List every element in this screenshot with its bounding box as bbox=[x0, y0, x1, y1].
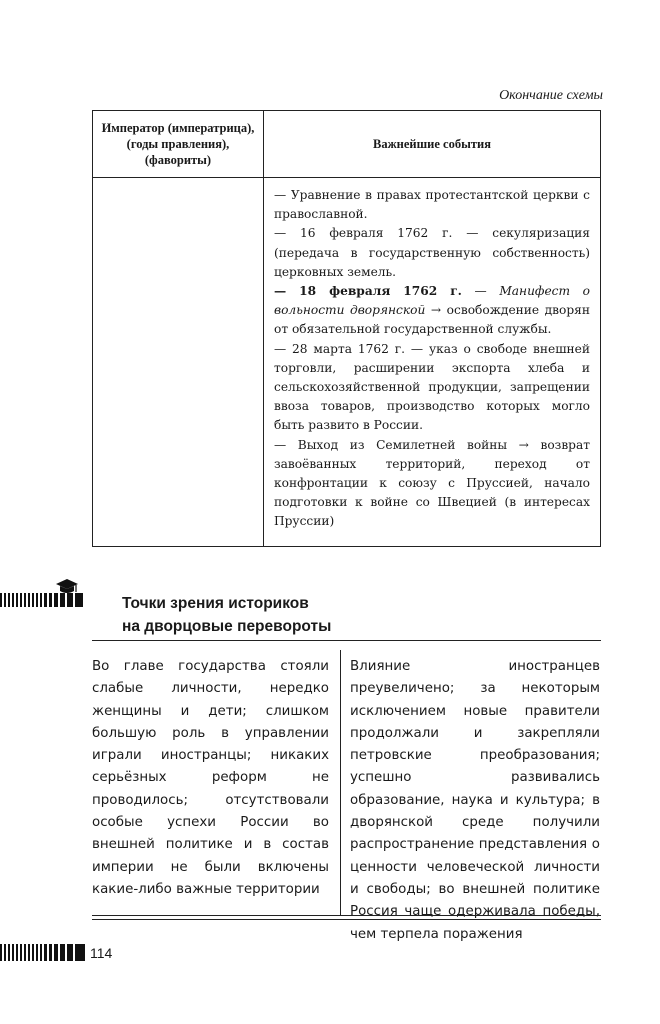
marker-bar bbox=[16, 944, 18, 961]
section-rule bbox=[92, 640, 601, 641]
marker-bar bbox=[32, 593, 34, 607]
marker-bar bbox=[4, 944, 6, 961]
scheme-caption: Окончание схемы bbox=[499, 88, 603, 103]
marker-bar bbox=[0, 944, 2, 961]
marker-bar bbox=[12, 593, 14, 607]
marker-bar bbox=[24, 944, 26, 961]
event-text: — 28 марта 1762 г. — указ о свободе внешней торговли, расширении экспорта хлеба и сельскохозяйственной продукции, запрещении ввоза товаров, производство которых могло быть развито в России. bbox=[274, 341, 590, 433]
marker-bar bbox=[36, 593, 38, 607]
event-text: — bbox=[461, 284, 500, 299]
historians-views-table bbox=[92, 650, 601, 942]
marker-bar bbox=[60, 944, 65, 961]
marker-bar bbox=[67, 944, 73, 961]
table-header-divider bbox=[93, 177, 600, 178]
marker-bar bbox=[8, 593, 10, 607]
event-title-italic: Манифест о вольности дворянской bbox=[274, 284, 591, 318]
marker-bar bbox=[8, 944, 10, 961]
event-item bbox=[274, 186, 590, 224]
marker-bar bbox=[49, 944, 52, 961]
marker-bar bbox=[40, 944, 42, 961]
event-item bbox=[274, 340, 590, 436]
marker-bar bbox=[4, 593, 6, 607]
marker-bar bbox=[20, 593, 22, 607]
marker-bar bbox=[54, 944, 58, 961]
event-text: → освобождение дворян от обязательной государственной службы. bbox=[274, 303, 590, 337]
marker-bar bbox=[32, 944, 34, 961]
section-title-line1: Точки зрения историков bbox=[122, 595, 309, 612]
event-text: — Уравнение в правах протестантской церкви с православной. bbox=[274, 188, 590, 222]
marker-bar bbox=[0, 593, 2, 607]
marker-bar bbox=[49, 593, 52, 607]
marker-bar bbox=[20, 944, 22, 961]
view-positive: Влияние иностранцев преувеличено; за некоторым исключением новые правители продолжали и закрепляли петровские преобразования; успешно развивались образование, наука и культура; в дворянской среде получили распространение представления о ценности человеческой личности и свободы; во внешней политике Россия чаще одерживала победы, чем терпела поражения bbox=[350, 659, 600, 942]
marker-bar bbox=[44, 593, 47, 607]
event-text: — Выход из Семилетней войны → возврат завоёванных территорий, переход от конфронтации к союзу с Пруссией, начало подготовки к войне со Швецией (в интересах Пруссии) bbox=[274, 437, 590, 529]
footer-rule bbox=[92, 915, 601, 916]
events-cell bbox=[274, 186, 590, 532]
event-item bbox=[274, 282, 590, 340]
views-column-divider bbox=[340, 650, 341, 915]
marker-bar bbox=[24, 593, 26, 607]
event-date-bold: — 18 февраля 1762 г. bbox=[274, 284, 462, 299]
marker-bar bbox=[12, 944, 14, 961]
marker-bar bbox=[60, 593, 65, 607]
marker-bar bbox=[28, 593, 30, 607]
view-negative: Во главе государства стояли слабые личности, нередко женщины и дети; слишком большую роль в управлении играли иностранцы; никаких серьёзных реформ не проводилось; отсутствовали особые успехи России во внешней политике и в состав империи не были включены какие-либо важные территории bbox=[92, 659, 329, 897]
marker-bar bbox=[44, 944, 47, 961]
marker-bar bbox=[28, 944, 30, 961]
marker-bar bbox=[67, 593, 73, 607]
marker-bar bbox=[75, 593, 83, 607]
events-table bbox=[92, 110, 601, 547]
event-item bbox=[274, 436, 590, 532]
event-text: — 16 февраля 1762 г. — секуляризация (передача в государственную собственность) церковных земель. bbox=[274, 226, 590, 279]
page-marker-bars bbox=[0, 944, 82, 961]
section-marker-bars bbox=[0, 593, 74, 607]
header-emperor: Император (императрица), (годы правления), (фавориты) bbox=[101, 121, 255, 167]
marker-bar bbox=[36, 944, 38, 961]
marker-bar bbox=[16, 593, 18, 607]
marker-bar bbox=[54, 593, 58, 607]
header-events: Важнейшие события bbox=[373, 136, 491, 151]
event-item bbox=[274, 224, 590, 282]
section-title bbox=[122, 592, 422, 638]
page-number: 114 bbox=[90, 945, 113, 961]
marker-bar bbox=[40, 593, 42, 607]
footer-rule-second bbox=[92, 919, 601, 920]
marker-bar bbox=[75, 944, 85, 961]
section-title-line2: на дворцовые перевороты bbox=[122, 618, 332, 635]
